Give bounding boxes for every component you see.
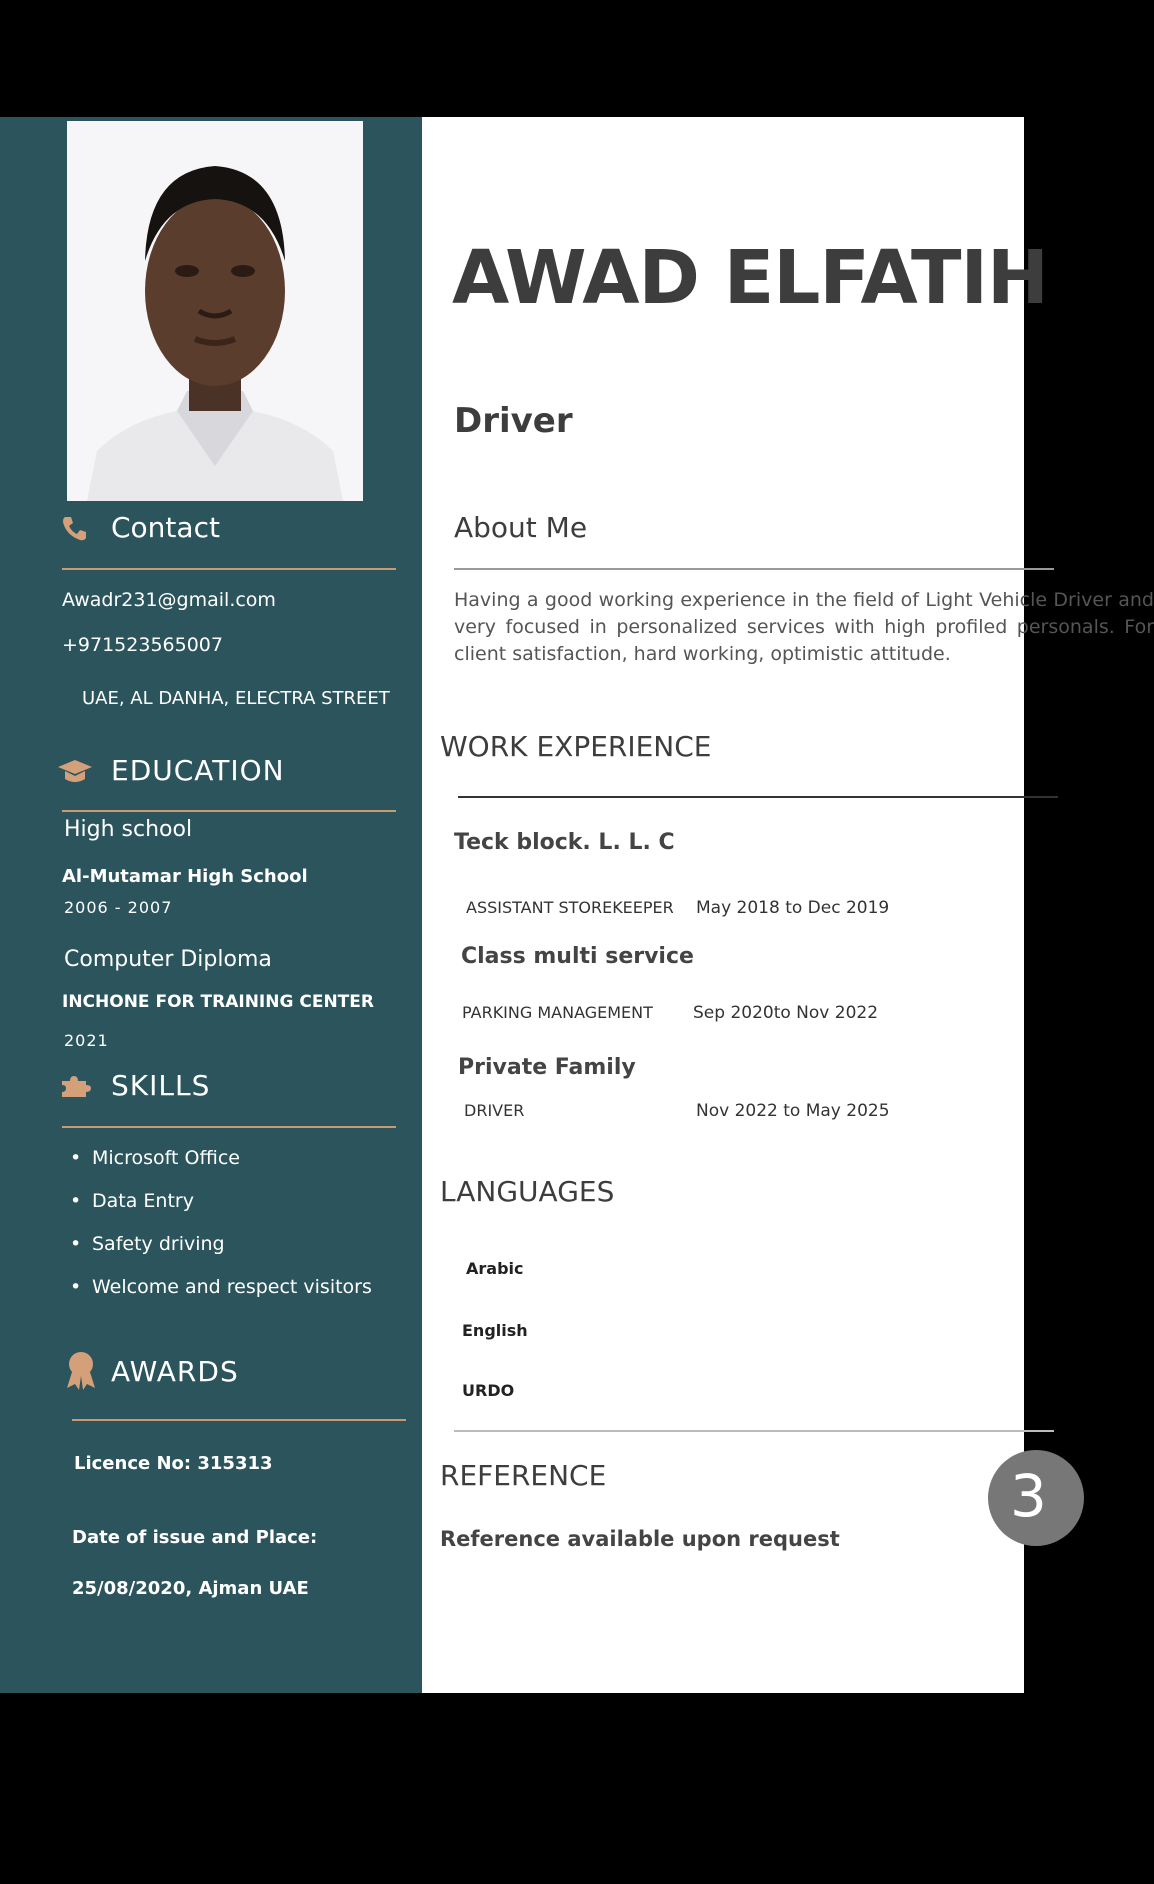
language-item: Arabic	[466, 1259, 524, 1278]
languages-divider	[454, 1430, 1054, 1432]
contact-divider	[62, 568, 396, 570]
skills-divider	[62, 1126, 396, 1128]
education-years-1: 2006 - 2007	[64, 898, 173, 917]
education-degree-1: High school	[64, 817, 193, 842]
reference-text: Reference available upon request	[440, 1527, 840, 1551]
skills-heading: SKILLS	[111, 1069, 211, 1102]
job-dates-3: Nov 2022 to May 2025	[696, 1101, 890, 1121]
about-divider	[454, 568, 1054, 570]
phone-icon	[60, 513, 90, 543]
job-dates-2: Sep 2020to Nov 2022	[693, 1003, 879, 1023]
contact-address: UAE, AL DANHA, ELECTRA STREET	[82, 688, 390, 709]
language-item: URDO	[462, 1381, 515, 1400]
job-dates-1: May 2018 to Dec 2019	[696, 898, 890, 918]
language-item: English	[462, 1321, 528, 1340]
company-name-3: Private Family	[458, 1055, 636, 1080]
skill-item: • Data Entry	[92, 1190, 194, 1212]
languages-heading: LANGUAGES	[440, 1175, 615, 1208]
profile-photo	[67, 121, 363, 501]
resume-page	[0, 117, 1154, 1693]
contact-email[interactable]: Awadr231@gmail.com	[62, 589, 276, 611]
company-name-1: Teck block. L. L. C	[454, 830, 675, 855]
licence-number: Licence No: 315313	[74, 1453, 273, 1474]
skill-item: • Welcome and respect visitors	[92, 1276, 372, 1298]
issue-label: Date of issue and Place:	[72, 1527, 318, 1548]
experience-divider	[458, 796, 1058, 798]
education-school-1: Al-Mutamar High School	[62, 866, 308, 887]
awards-divider	[72, 1419, 406, 1421]
experience-heading: WORK EXPERIENCE	[440, 730, 712, 763]
job-role-3: DRIVER	[464, 1101, 525, 1120]
contact-heading: Contact	[111, 511, 220, 544]
graduation-cap-icon	[56, 757, 94, 787]
about-heading: About Me	[454, 511, 588, 544]
awards-heading: AWARDS	[111, 1355, 239, 1388]
award-ribbon-icon	[64, 1350, 98, 1390]
candidate-name: AWAD ELFATIH	[452, 235, 1048, 321]
education-degree-2: Computer Diploma	[64, 947, 272, 972]
education-school-2: INCHONE FOR TRAINING CENTER	[62, 992, 374, 1012]
contact-phone[interactable]: +971523565007	[62, 634, 223, 656]
page-count-label: 3	[1010, 1462, 1047, 1530]
skill-item: • Safety driving	[92, 1233, 225, 1255]
job-role-1: ASSISTANT STOREKEEPER	[466, 898, 674, 917]
company-name-2: Class multi service	[461, 944, 694, 969]
sidebar	[0, 117, 422, 1693]
main-content	[422, 117, 1154, 1693]
education-divider	[62, 810, 396, 812]
page-count-button[interactable]	[988, 1450, 1084, 1546]
reference-heading: REFERENCE	[440, 1459, 607, 1492]
skill-item: • Microsoft Office	[92, 1147, 240, 1169]
job-title: Driver	[454, 401, 573, 441]
puzzle-icon	[58, 1075, 92, 1099]
issue-value: 25/08/2020, Ajman UAE	[72, 1578, 309, 1599]
education-years-2: 2021	[64, 1031, 109, 1050]
job-role-2: PARKING MANAGEMENT	[462, 1003, 653, 1022]
education-heading: EDUCATION	[111, 754, 285, 787]
about-text: Having a good working experience in the field of Light Vehicle Driver and very focused in personalized services with high profiled personals. For client satisfaction, hard working, optimistic attitude.	[454, 589, 1154, 665]
